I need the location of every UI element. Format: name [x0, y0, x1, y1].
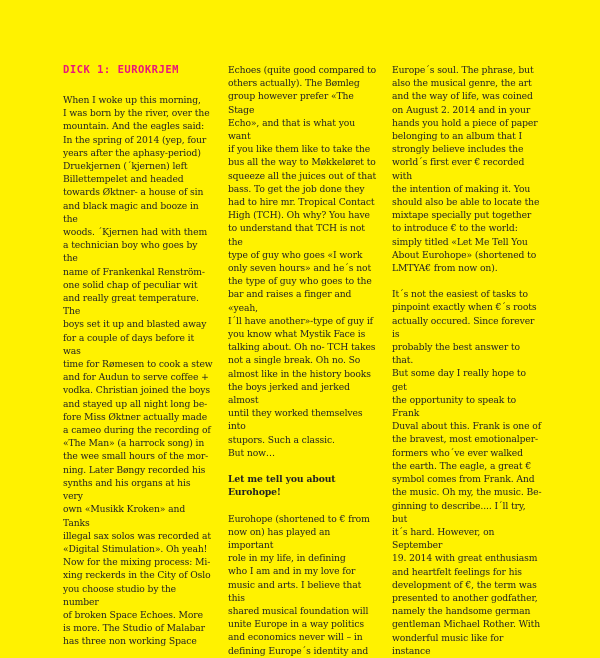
- text-line: for a couple of days before it was: [63, 332, 195, 357]
- text-line: pinpoint exactly when €´s roots: [392, 302, 537, 314]
- text-line: time for Rømesen to cook a stew: [63, 359, 213, 371]
- text-line: Europe´s soul. The phrase, but: [392, 65, 534, 76]
- text-line: But some day I really hope to get: [392, 368, 526, 393]
- text-line: and heartfelt feelings for his: [392, 566, 522, 578]
- text-line: a cameo during the recording of: [63, 425, 211, 437]
- text-line: defining Europe´s identity and: [228, 645, 369, 657]
- text-line: years after the aphasy-period): [63, 147, 201, 159]
- column-3-text-continued: [392, 288, 542, 658]
- text-line: on August 2. 2014 and in your: [392, 104, 531, 116]
- text-line: who I am and in my love for: [228, 566, 356, 578]
- text-line: type of guy who goes «I work: [228, 249, 363, 261]
- text-line: should also be able to locate the: [392, 197, 540, 209]
- text-line: towards Øktner- a house of sin: [63, 187, 204, 199]
- text-line: name of Frankenkal Renström-: [63, 266, 205, 278]
- column-1-text: [63, 94, 213, 649]
- text-line: music and arts. I believe that this: [228, 579, 362, 604]
- text-line: simply titled «Let Me Tell You: [392, 236, 528, 248]
- text-line: one solid chap of peculiar wit: [63, 279, 198, 291]
- text-line: wonderful music like for instance: [392, 632, 504, 657]
- text-line: group however prefer «The Stage: [228, 91, 354, 116]
- text-line: Echoes (quite good compared to: [228, 65, 377, 76]
- text-line: is more. The Studio of Malabar: [63, 623, 205, 635]
- text-line: In the spring of 2014 (yep, four: [63, 134, 207, 146]
- text-line: Duval about this. Frank is one of: [392, 421, 541, 433]
- text-line: development of €, the term was: [392, 579, 537, 591]
- text-line: hands you hold a piece of paper: [392, 117, 538, 129]
- text-line: you know what Mystik Face is: [228, 329, 366, 341]
- text-line: synths and his organs at his very: [63, 477, 191, 503]
- text-line: had to hire mr. Tropical Contact: [228, 197, 375, 209]
- text-line: When I woke up this morning,: [63, 95, 201, 106]
- text-line: namely the handsome german: [392, 606, 531, 618]
- text-line: LMTYA€ from now on).: [392, 263, 498, 275]
- text-line: mountain. And the eagles said:: [63, 121, 205, 133]
- column-2-text: [228, 64, 378, 460]
- text-line: belonging to an album that I: [392, 131, 523, 143]
- section-heading: DICK 1: EUROKRJEM: [63, 64, 179, 76]
- text-line: Now for the mixing process: Mi-: [63, 557, 211, 569]
- text-line: I´ll have another»-type of guy if: [228, 315, 373, 327]
- text-line: bass. To get the job done they: [228, 183, 365, 195]
- text-line: fore Miss Øktner actually made: [63, 411, 208, 423]
- text-line: now on) has played an important: [228, 526, 331, 551]
- text-line: But now…: [228, 447, 275, 459]
- subheading: [228, 473, 378, 499]
- text-line: symbol comes from Frank. And: [392, 474, 535, 486]
- text-line: talking about. Oh no- TCH takes: [228, 342, 376, 354]
- text-line: the bravest, most emotionalper-: [392, 434, 539, 446]
- text-line: others actually). The Bømleg: [228, 78, 360, 90]
- text-line: Eurohope (shortened to € from: [228, 513, 370, 525]
- text-line: to introduce € to the world:: [392, 223, 518, 235]
- text-line: strongly believe includes the: [392, 144, 524, 156]
- text-line: unite Europe in a way politics: [228, 619, 365, 631]
- text-line: the boys jerked and jerked almost: [228, 381, 350, 407]
- column-3-text: [392, 64, 542, 275]
- column-3: [392, 64, 542, 658]
- text-line: not a single break. Oh no. So: [228, 355, 361, 367]
- text-line: Let me tell you about: [228, 474, 336, 486]
- column-1: [63, 64, 213, 649]
- text-line: role in my life, in defining: [228, 553, 346, 565]
- text-line: «Digital Stimulation». Oh yeah!: [63, 543, 208, 555]
- text-line: About Eurohope» (shortened to: [392, 249, 537, 261]
- text-line: and stayed up all night long be-: [63, 398, 208, 410]
- text-line: formers who´ve ever walked: [392, 447, 523, 459]
- column-2: [228, 64, 378, 658]
- text-line: own «Musikk Kroken» and Tanks: [63, 504, 186, 529]
- text-line: xing reckerds in the City of Oslo: [63, 570, 211, 582]
- text-line: you choose studio by the number: [63, 583, 176, 608]
- text-line: to understand that TCH is not the: [228, 223, 365, 248]
- text-line: vodka. Christian joined the boys: [63, 385, 210, 397]
- text-line: mixtape specially put together: [392, 210, 532, 222]
- text-line: Billettempelet and headed: [63, 174, 184, 186]
- text-line: gentleman Michael Rother. With: [392, 619, 541, 631]
- text-line: the wee small hours of the mor-: [63, 451, 209, 463]
- text-line: 19. 2014 with great enthusiasm: [392, 553, 538, 565]
- text-line: it´s hard. However, on September: [392, 526, 495, 552]
- text-line: High (TCH). Oh why? You have: [228, 210, 370, 222]
- text-line: and for Audun to serve coffee +: [63, 372, 209, 384]
- text-line: of broken Space Echoes. More: [63, 609, 203, 621]
- text-line: and the way of life, was coined: [392, 91, 533, 103]
- text-line: woods. ´Kjernen had with them: [63, 227, 208, 239]
- text-line: «The Man» (a harrock song) in: [63, 438, 205, 450]
- text-line: boys set it up and blasted away: [63, 319, 207, 331]
- text-line: only seven hours» and he´s not: [228, 263, 372, 275]
- text-line: squeeze all the juices out of that: [228, 170, 377, 182]
- text-line: It´s not the easiest of tasks to: [392, 289, 528, 301]
- text-line: I was born by the river, over the: [63, 108, 210, 120]
- text-line: and economics never will – in: [228, 632, 363, 644]
- text-line: the earth. The eagle, a great €: [392, 460, 532, 472]
- text-line: ning. Later Bøngy recorded his: [63, 464, 206, 476]
- text-line: the music. Oh my, the music. Be-: [392, 487, 542, 499]
- text-line: stupors. Such a classic.: [228, 434, 335, 446]
- text-line: ginning to describe.... I´ll try, but: [392, 500, 526, 525]
- text-line: has three non working Space: [63, 636, 197, 648]
- text-line: world´s first ever € recorded with: [392, 157, 525, 182]
- text-line: the type of guy who goes to the: [228, 276, 372, 288]
- text-line: illegal sax solos was recorded at: [63, 530, 211, 542]
- text-line: almost like in the history books: [228, 368, 371, 380]
- text-line: the opportunity to speak to Frank: [392, 394, 517, 420]
- text-line: if you like them like to take the: [228, 144, 371, 156]
- text-line: shared musical foundation will: [228, 605, 369, 617]
- text-line: until they worked themselves into: [228, 408, 363, 433]
- column-2-text-continued: [228, 513, 378, 658]
- text-line: presented to another godfather,: [392, 592, 538, 604]
- text-line: Eurohope!: [228, 487, 281, 499]
- text-line: bus all the way to Møkkeløret to: [228, 157, 376, 169]
- text-line: Echo», and that is what you want: [228, 117, 356, 143]
- text-line: bar and raises a finger and «yeah,: [228, 289, 352, 314]
- text-line: also the musical genre, the art: [392, 78, 532, 90]
- text-line: the intention of making it. You: [392, 183, 531, 195]
- text-line: and black magic and booze in the: [63, 200, 199, 225]
- text-line: Druekjernen (´kjernen) left: [63, 161, 188, 173]
- text-line: and really great temperature. The: [63, 293, 199, 318]
- text-line: a technician boy who goes by the: [63, 240, 198, 265]
- text-line: actually occured. Since forever is: [392, 315, 535, 340]
- text-line: probably the best answer to that.: [392, 342, 520, 367]
